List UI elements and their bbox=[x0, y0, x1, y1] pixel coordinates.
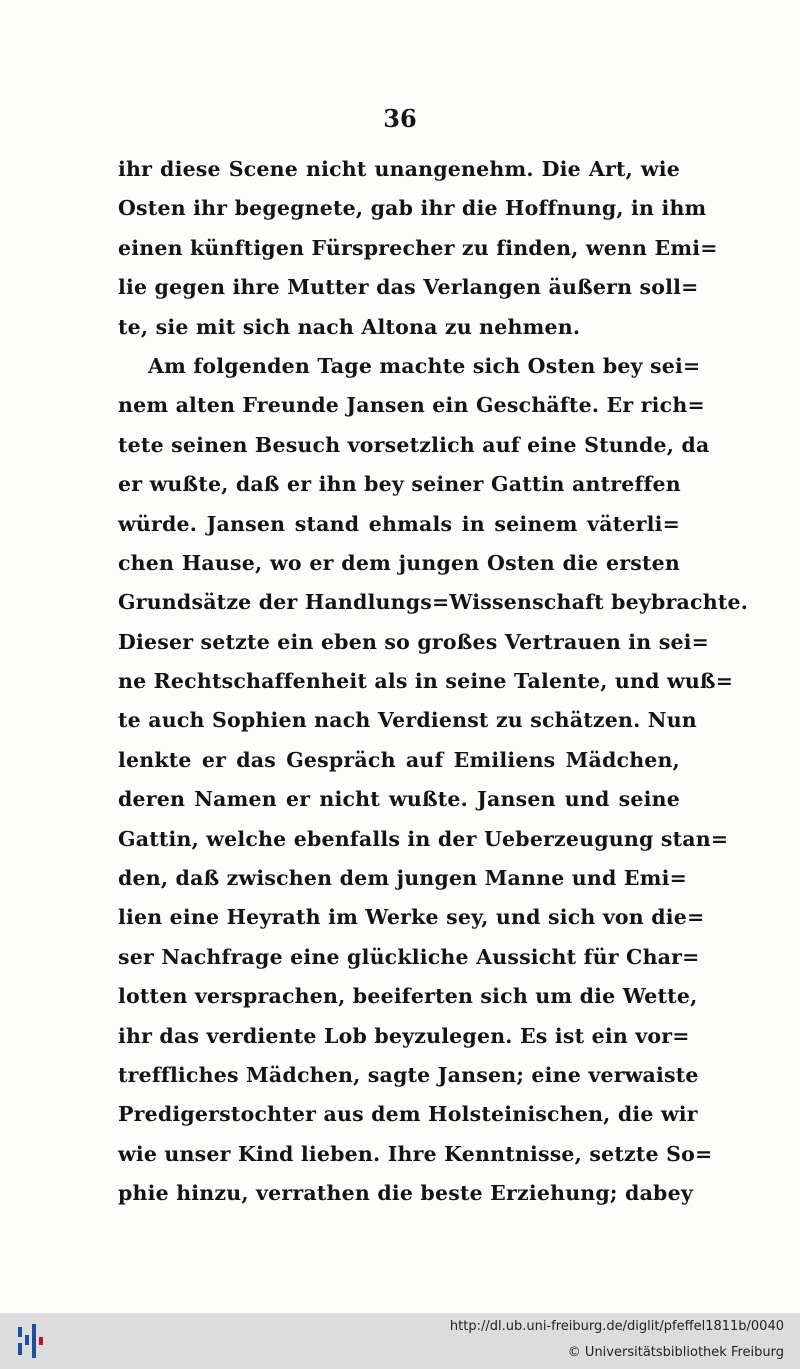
text-line: te auch Sophien nach Verdienst zu schätzen. Nun bbox=[118, 708, 697, 733]
text-line: einen künftigen Fürsprecher zu finden, wenn Emi= bbox=[118, 235, 718, 260]
text-line: nem alten Freunde Jansen ein Geschäfte. Er rich= bbox=[118, 393, 705, 418]
text-line: ne Rechtschaffenheit als in seine Talente, und wuß= bbox=[118, 669, 734, 694]
text-line: lotten versprachen, beeiferten sich um die Wette, bbox=[118, 984, 698, 1009]
text-line: Grundsätze der Handlungs=Wissenschaft beybrachte. bbox=[118, 590, 749, 615]
text-line: lenkte er das Gespräch auf Emiliens Mädchen, bbox=[118, 747, 680, 772]
text-line: Dieser setzte ein eben so großes Vertrauen in sei= bbox=[118, 629, 710, 654]
text-line: ihr das verdiente Lob beyzulegen. Es ist ein vor= bbox=[118, 1023, 690, 1048]
text-line: ser Nachfrage eine glückliche Aussicht für Char= bbox=[118, 944, 700, 969]
text-line: Osten ihr begegnete, gab ihr die Hoffnung, in ihm bbox=[118, 196, 707, 221]
document-url[interactable]: http://dl.ub.uni-freiburg.de/diglit/pfeffel1811b/0040 bbox=[449, 1319, 784, 1334]
text-line: den, daß zwischen dem jungen Manne und Emi= bbox=[118, 866, 687, 891]
text-line: treffliches Mädchen, sagte Jansen; eine verwaiste bbox=[118, 1062, 699, 1087]
text-line: er wußte, daß er ihn bey seiner Gattin antreffen bbox=[118, 472, 681, 497]
text-line: würde. Jansen stand ehmals in seinem väterli= bbox=[118, 511, 680, 536]
library-logo-icon bbox=[12, 1321, 52, 1361]
text-line: lien eine Heyrath im Werke sey, und sich von die= bbox=[118, 905, 705, 930]
text-line: Predigerstochter aus dem Holsteinischen, die wir bbox=[118, 1102, 698, 1127]
text-line: wie unser Kind lieben. Ihre Kenntnisse, setzte So= bbox=[118, 1141, 713, 1166]
text-line: te, sie mit sich nach Altona zu nehmen. bbox=[118, 314, 581, 339]
text-line: Gattin, welche ebenfalls in der Ueberzeugung stan= bbox=[118, 826, 729, 851]
text-line: tete seinen Besuch vorsetzlich auf eine Stunde, da bbox=[118, 432, 710, 457]
text-line: chen Hause, wo er dem jungen Osten die ersten bbox=[118, 550, 680, 575]
text-line: Am folgenden Tage machte sich Osten bey sei= bbox=[148, 353, 701, 378]
text-line: ihr diese Scene nicht unangenehm. Die Art, wie bbox=[118, 157, 680, 181]
text-line: phie hinzu, verrathen die beste Erziehung; dabey bbox=[118, 1181, 693, 1206]
page-number: 36 bbox=[383, 104, 417, 133]
text-line: lie gegen ihre Mutter das Verlangen äußern soll= bbox=[118, 275, 699, 300]
body-text bbox=[118, 150, 749, 1214]
copyright-text: © Universitätsbibliothek Freiburg bbox=[567, 1345, 784, 1360]
text-line: deren Namen er nicht wußte. Jansen und seine bbox=[118, 787, 680, 812]
footer-bar bbox=[0, 1313, 800, 1369]
